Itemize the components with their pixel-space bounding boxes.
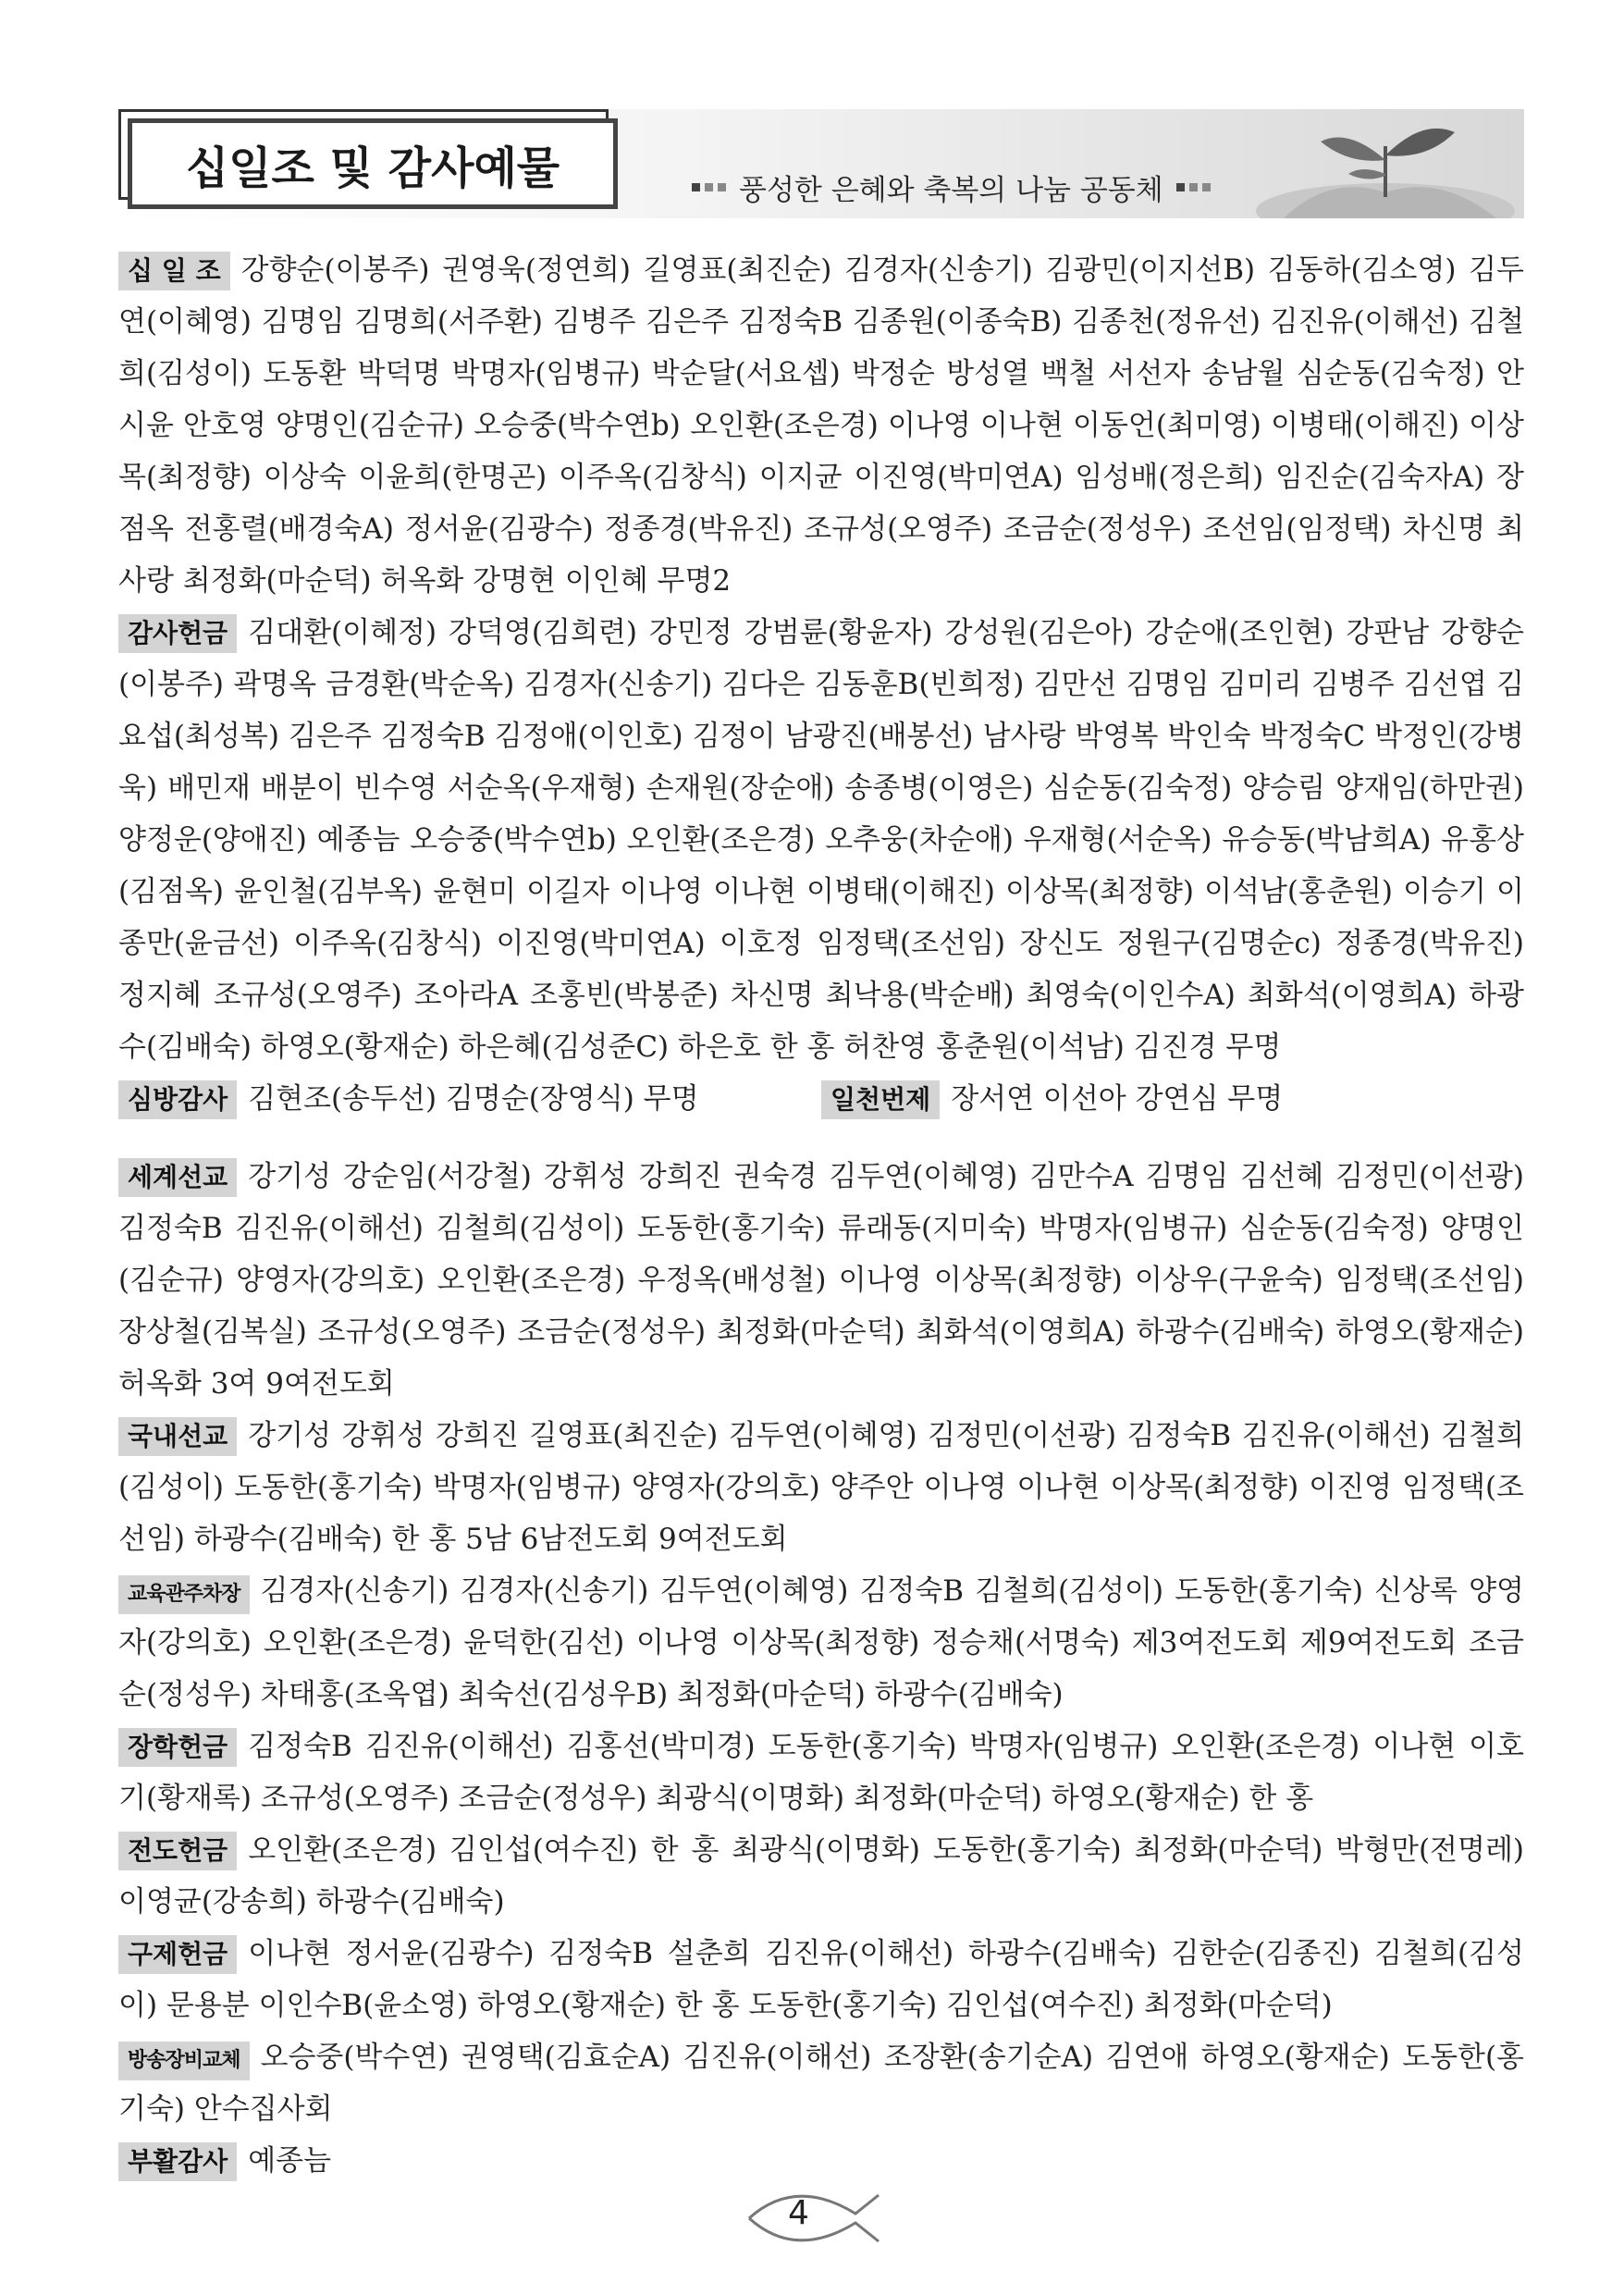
page-number: 4: [788, 2194, 809, 2232]
section-label: 세계선교: [118, 1158, 237, 1197]
section-label: 전도헌금: [118, 1832, 237, 1870]
section-easter-thanks: [118, 2135, 1524, 2187]
section-names: 강향순(이봉주) 권영욱(정연희) 길영표(최진순) 김경자(신송기) 김광민(이지선B) 김동하(김소영) 김두연(이혜영) 김명임 김명희(서주환) 김병주 김은주 김정숙B 김종원(이종숙B) 김종천(정유선) 김진유(이해선) 김철희(김성이) 도동환 박덕명 박명자(임병규) 박순달(서요셉) 박정순 방성열 백철 서선자 송남월 심순동(김숙정) 안시윤 안호영 양명인(김순규) 오승중(박수연b) 오인환(조은경) 이나영 이나현 이동언(최미영) 이병태(이해진) 이상목(최정향) 이상숙 이윤희(한명곤) 이주옥(김창식) 이지균 이진영(박미연A) 임성배(정은희) 임진순(김숙자A) 장점옥 전홍렬(배경숙A) 정서윤(김광수) 정종경(박유진) 조규성(오영주) 조금순(정성우) 조선임(임정택) 차신명 최사랑 최정화(마순덕) 허옥화 강명현 이인혜 무명2: [118, 253, 1524, 598]
section-world-mission: [118, 1151, 1524, 1410]
section-label: 십 일 조: [118, 252, 230, 290]
spacer: [118, 1125, 1524, 1151]
section-scholarship: [118, 1721, 1524, 1824]
section-domestic-mission: [118, 1410, 1524, 1565]
left-dots-icon: [692, 183, 726, 191]
section-label: 구제헌금: [118, 1935, 237, 1974]
section-names: 김정숙B 김진유(이해선) 김홍선(박미경) 도동한(홍기숙) 박명자(임병규) 오인환(조은경) 이나현 이호기(황재록) 조규성(오영주) 조금순(정성우) 최광식(이명화) 최정화(마순덕) 하영오(황재순) 한 홍: [118, 1730, 1524, 1815]
section-names: 오인환(조은경) 김인섭(여수진) 한 홍 최광식(이명화) 도동한(홍기숙) 최정화(마순덕) 박형만(전명레) 이영균(강송희) 하광수(김배숙): [118, 1833, 1524, 1919]
header-subtitle-row: [692, 167, 1211, 208]
section-education-parking: [118, 1565, 1524, 1721]
section-thousand-offerings: [821, 1073, 1524, 1125]
fish-icon: [740, 2181, 888, 2255]
section-names: 오승중(박수연) 권영택(김효순A) 김진유(이해선) 조장환(송기순A) 김연애 하영오(황재순) 도동한(홍기숙) 안수집사회: [118, 2041, 1524, 2126]
section-label: 방송장비교체: [118, 2042, 250, 2080]
page-number-badge: [740, 2181, 888, 2255]
section-names: 예종늠: [248, 2144, 332, 2178]
section-tithe: [118, 244, 1524, 607]
section-label: 국내선교: [118, 1417, 237, 1456]
section-evangelism: [118, 1824, 1524, 1928]
section-label: 부활감사: [118, 2142, 237, 2181]
header-subtitle: 풍성한 은혜와 축복의 나눔 공동체: [739, 174, 1163, 207]
section-relief: [118, 1928, 1524, 2031]
section-names: 이나현 정서윤(김광수) 김정숙B 설춘희 김진유(이해선) 하광수(김배숙) 김한순(김종진) 김철희(김성이) 문용분 이인수B(윤소영) 하영오(황재순) 한 홍 도동한(홍기숙) 김인섭(여수진) 최정화(마순덕): [118, 1937, 1524, 2022]
section-label: 교육관주차장: [118, 1575, 250, 1614]
section-thanksgiving: [118, 607, 1524, 1073]
section-names: 장서연 이선아 강연심 무명: [951, 1082, 1284, 1116]
section-broadcast-equipment: [118, 2031, 1524, 2135]
right-dots-icon: [1176, 183, 1211, 191]
page-title: 십일조 및 감사예물: [128, 118, 618, 209]
header-banner: [118, 109, 1524, 220]
section-label: 심방감사: [118, 1080, 237, 1119]
section-label: 장학헌금: [118, 1728, 237, 1767]
plant-in-hands-icon: [1247, 109, 1524, 218]
section-names: 김현조(송두선) 김명순(장영식) 무명: [248, 1082, 699, 1116]
section-names: 강기성 강휘성 강희진 길영표(최진순) 김두연(이혜영) 김정민(이선광) 김정숙B 김진유(이해선) 김철희(김성이) 도동한(홍기숙) 박명자(임병규) 양영자(강의호) 양주안 이나영 이나현 이상목(최정향) 이진영 임정택(조선임) 하광수(김배숙) 한 홍 5남 6남전도회 9여전도회: [118, 1419, 1524, 1556]
section-names: 김경자(신송기) 김경자(신송기) 김두연(이혜영) 김정숙B 김철희(김성이) 도동한(홍기숙) 신상록 양영자(강의호) 오인환(조은경) 윤덕한(김선) 이나영 이상목(최정향) 정승채(서명숙) 제3여전도회 제9여전도회 조금순(정성우) 차태홍(조옥엽) 최숙선(김성우B) 최정화(마순덕) 하광수(김배숙): [118, 1574, 1524, 1711]
section-label: 감사헌금: [118, 614, 237, 653]
offering-list: [118, 244, 1524, 2187]
section-names: 김대환(이혜정) 강덕영(김희련) 강민정 강범륜(황윤자) 강성원(김은아) 강순애(조인현) 강판남 강향순(이봉주) 곽명옥 금경환(박순옥) 김경자(신송기) 김다은 김동훈B(빈희정) 김만선 김명임 김미리 김병주 김선엽 김요섭(최성복) 김은주 김정숙B 김정애(이인호) 김정이 남광진(배봉선) 남사랑 박영복 박인숙 박정숙C 박정인(강병욱) 배민재 배분이 빈수영 서순옥(우재형) 손재원(장순애) 송종병(이영은) 심순동(김숙정) 양승림 양재임(하만권) 양정운(양애진) 예종늠 오승중(박수연b) 오인환(조은경) 오추웅(차순애) 우재형(서순옥) 유승동(박남희A) 유홍상(김점옥) 윤인철(김부옥) 윤현미 이길자 이나영 이나현 이병태(이해진) 이상목(최정향) 이석남(홍춘원) 이승기 이종만(윤금선) 이주옥(김창식) 이진영(박미연A) 이호정 임정택(조선임) 장신도 정원구(김명순c) 정종경(박유진) 정지혜 조규성(오영주) 조아라A 조홍빈(박봉준) 차신명 최낙용(박순배) 최영숙(이인수A) 최화석(이영희A) 하광수(김배숙) 하영오(황재순) 하은혜(김성준C) 하은호 한 홍 허찬영 홍춘원(이석남) 김진경 무명: [118, 616, 1524, 1064]
split-row: [118, 1073, 1524, 1125]
section-names: 강기성 강순임(서강철) 강휘성 강희진 권숙경 김두연(이혜영) 김만수A 김명임 김선혜 김정민(이선광) 김정숙B 김진유(이해선) 김철희(김성이) 도동한(홍기숙) 류래동(지미숙) 박명자(임병규) 심순동(김숙정) 양명인(김순규) 양영자(강의호) 오인환(조은경) 우정옥(배성철) 이나영 이상목(최정향) 이상우(구윤숙) 임정택(조선임) 장상철(김복실) 조규성(오영주) 조금순(정성우) 최정화(마순덕) 최화석(이영희A) 하광수(김배숙) 하영오(황재순) 허옥화 3여 9여전도회: [118, 1160, 1524, 1400]
section-label: 일천번제: [821, 1080, 940, 1119]
section-visitation-thanks: [118, 1073, 821, 1125]
